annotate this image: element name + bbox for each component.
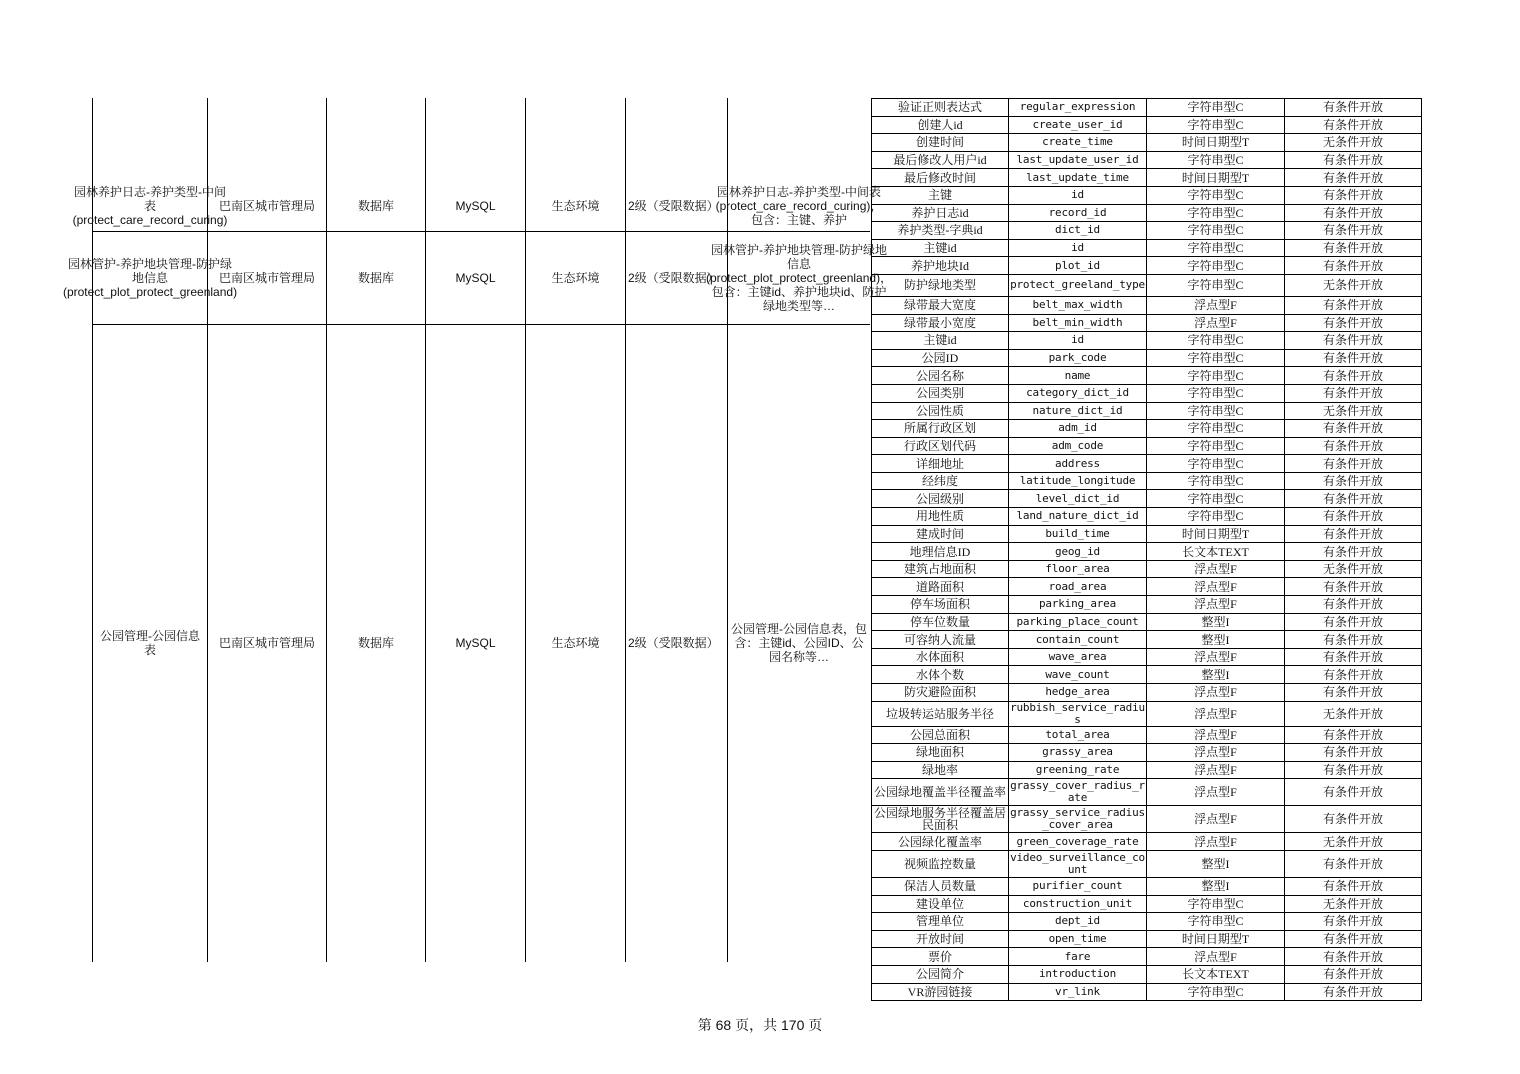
field-cn-name: 防护绿地类型 bbox=[872, 274, 1009, 296]
field-row bbox=[872, 169, 1422, 187]
field-type: 时间日期型T bbox=[1147, 134, 1285, 152]
field-cn-name: 管理单位 bbox=[872, 913, 1009, 931]
field-open-level: 有条件开放 bbox=[1285, 508, 1422, 526]
department-name bbox=[208, 180, 326, 231]
field-open-level: 有条件开放 bbox=[1285, 204, 1422, 222]
field-cn-name: 公园类别 bbox=[872, 384, 1009, 402]
field-row bbox=[872, 239, 1422, 257]
field-type: 浮点型F bbox=[1147, 684, 1285, 702]
field-en-name: protect_greeland_type bbox=[1009, 274, 1147, 296]
field-cn-name: 水体面积 bbox=[872, 648, 1009, 666]
database-type-text: MySQL bbox=[455, 198, 496, 213]
field-type: 字符串型C bbox=[1147, 99, 1285, 117]
field-row bbox=[872, 631, 1422, 649]
field-row bbox=[872, 578, 1422, 596]
field-cn-name: 公园绿地服务半径覆盖居民面积 bbox=[872, 806, 1009, 833]
field-cn-name: 养护日志id bbox=[872, 204, 1009, 222]
field-type: 浮点型F bbox=[1147, 596, 1285, 614]
field-cn-name: 防灾避险面积 bbox=[872, 684, 1009, 702]
field-type: 字符串型C bbox=[1147, 274, 1285, 296]
field-type: 浮点型F bbox=[1147, 806, 1285, 833]
field-open-level: 有条件开放 bbox=[1285, 472, 1422, 490]
field-cn-name: 绿带最大宽度 bbox=[872, 296, 1009, 314]
field-row bbox=[872, 367, 1422, 385]
field-cn-name: 建设单位 bbox=[872, 895, 1009, 913]
field-row bbox=[872, 560, 1422, 578]
resource-description bbox=[705, 231, 893, 324]
field-type: 浮点型F bbox=[1147, 296, 1285, 314]
field-cn-name: 公园ID bbox=[872, 349, 1009, 367]
field-cn-name: 水体个数 bbox=[872, 666, 1009, 684]
field-cn-name: 建成时间 bbox=[872, 525, 1009, 543]
field-open-level: 无条件开放 bbox=[1285, 895, 1422, 913]
field-type: 字符串型C bbox=[1147, 455, 1285, 473]
field-type: 浮点型F bbox=[1147, 779, 1285, 806]
field-cn-name: 主键id bbox=[872, 239, 1009, 257]
field-open-level: 无条件开放 bbox=[1285, 274, 1422, 296]
field-en-name: parking_place_count bbox=[1009, 613, 1147, 631]
field-cn-name: 保洁人员数量 bbox=[872, 877, 1009, 895]
field-type: 字符串型C bbox=[1147, 151, 1285, 169]
field-open-level: 有条件开放 bbox=[1285, 806, 1422, 833]
field-en-name: construction_unit bbox=[1009, 895, 1147, 913]
field-row bbox=[872, 204, 1422, 222]
field-en-name: grassy_area bbox=[1009, 744, 1147, 762]
field-open-level: 有条件开放 bbox=[1285, 296, 1422, 314]
field-type: 字符串型C bbox=[1147, 239, 1285, 257]
field-cn-name: 最后修改时间 bbox=[872, 169, 1009, 187]
field-row bbox=[872, 744, 1422, 762]
field-row bbox=[872, 296, 1422, 314]
field-type: 浮点型F bbox=[1147, 761, 1285, 779]
field-open-level: 有条件开放 bbox=[1285, 913, 1422, 931]
resource-type-text: 数据库 bbox=[357, 636, 394, 650]
field-row bbox=[872, 437, 1422, 455]
field-open-level: 有条件开放 bbox=[1285, 525, 1422, 543]
field-type: 字符串型C bbox=[1147, 257, 1285, 275]
field-cn-name: 公园简介 bbox=[872, 965, 1009, 983]
field-type: 浮点型F bbox=[1147, 560, 1285, 578]
field-cn-name: 停车位数量 bbox=[872, 613, 1009, 631]
field-open-level: 有条件开放 bbox=[1285, 684, 1422, 702]
field-type: 时间日期型T bbox=[1147, 525, 1285, 543]
field-cn-name: 公园总面积 bbox=[872, 726, 1009, 744]
field-row bbox=[872, 472, 1422, 490]
resource-name bbox=[62, 231, 238, 324]
field-open-level: 有条件开放 bbox=[1285, 850, 1422, 877]
field-row bbox=[872, 384, 1422, 402]
field-en-name: dict_id bbox=[1009, 222, 1147, 240]
field-en-name: belt_max_width bbox=[1009, 296, 1147, 314]
field-en-name: floor_area bbox=[1009, 560, 1147, 578]
field-type: 浮点型F bbox=[1147, 701, 1285, 726]
field-open-level: 有条件开放 bbox=[1285, 257, 1422, 275]
field-type: 浮点型F bbox=[1147, 314, 1285, 332]
field-cn-name: 公园级别 bbox=[872, 490, 1009, 508]
field-open-level: 有条件开放 bbox=[1285, 613, 1422, 631]
field-en-name: dept_id bbox=[1009, 913, 1147, 931]
field-row bbox=[872, 850, 1422, 877]
field-row bbox=[872, 151, 1422, 169]
field-en-name: last_update_user_id bbox=[1009, 151, 1147, 169]
field-en-name: id bbox=[1009, 332, 1147, 350]
field-row bbox=[872, 983, 1422, 1001]
data-domain bbox=[526, 180, 625, 231]
database-type bbox=[426, 231, 525, 324]
field-open-level: 有条件开放 bbox=[1285, 349, 1422, 367]
field-open-level: 有条件开放 bbox=[1285, 367, 1422, 385]
field-en-name: nature_dict_id bbox=[1009, 402, 1147, 420]
resource-name bbox=[72, 180, 228, 231]
field-cn-name: 垃圾转运站服务半径 bbox=[872, 701, 1009, 726]
field-row bbox=[872, 314, 1422, 332]
field-en-name: create_user_id bbox=[1009, 116, 1147, 134]
field-open-level: 有条件开放 bbox=[1285, 948, 1422, 966]
database-type bbox=[426, 324, 525, 962]
field-en-name: open_time bbox=[1009, 930, 1147, 948]
field-type: 字符串型C bbox=[1147, 913, 1285, 931]
field-cn-name: 公园名称 bbox=[872, 367, 1009, 385]
field-cn-name: 票价 bbox=[872, 948, 1009, 966]
security-level bbox=[626, 180, 727, 231]
field-en-name: adm_id bbox=[1009, 420, 1147, 438]
field-row bbox=[872, 222, 1422, 240]
field-row bbox=[872, 134, 1422, 152]
field-cn-name: 最后修改人用户id bbox=[872, 151, 1009, 169]
field-cn-name: 公园绿化覆盖率 bbox=[872, 833, 1009, 851]
field-en-name: road_area bbox=[1009, 578, 1147, 596]
field-type: 字符串型C bbox=[1147, 222, 1285, 240]
field-type: 字符串型C bbox=[1147, 204, 1285, 222]
field-open-level: 有条件开放 bbox=[1285, 543, 1422, 561]
resource-description-text: 公园管理-公园信息表，包含：主键id、公园ID、公园名称等… bbox=[731, 622, 867, 664]
field-open-level: 有条件开放 bbox=[1285, 983, 1422, 1001]
field-row bbox=[872, 186, 1422, 204]
resource-name-text: 公园管理-公园信息表 bbox=[100, 629, 200, 657]
field-en-name: green_coverage_rate bbox=[1009, 833, 1147, 851]
field-cn-name: 养护地块Id bbox=[872, 257, 1009, 275]
field-row bbox=[872, 455, 1422, 473]
field-table bbox=[871, 98, 1422, 1001]
field-type: 字符串型C bbox=[1147, 420, 1285, 438]
field-type: 长文本TEXT bbox=[1147, 543, 1285, 561]
field-row bbox=[872, 877, 1422, 895]
field-type: 字符串型C bbox=[1147, 367, 1285, 385]
field-en-name: purifier_count bbox=[1009, 877, 1147, 895]
field-open-level: 有条件开放 bbox=[1285, 455, 1422, 473]
field-type: 浮点型F bbox=[1147, 948, 1285, 966]
resource-type-text: 数据库 bbox=[357, 270, 394, 285]
field-type: 字符串型C bbox=[1147, 983, 1285, 1001]
field-open-level: 有条件开放 bbox=[1285, 726, 1422, 744]
field-row bbox=[872, 332, 1422, 350]
field-open-level: 无条件开放 bbox=[1285, 701, 1422, 726]
page-footer: 第 68 页，共 170 页 bbox=[697, 1017, 823, 1033]
field-type: 字符串型C bbox=[1147, 402, 1285, 420]
field-type: 字符串型C bbox=[1147, 332, 1285, 350]
field-row bbox=[872, 895, 1422, 913]
field-en-name: record_id bbox=[1009, 204, 1147, 222]
field-type: 浮点型F bbox=[1147, 833, 1285, 851]
field-open-level: 无条件开放 bbox=[1285, 833, 1422, 851]
field-open-level: 无条件开放 bbox=[1285, 560, 1422, 578]
field-en-name: video_surveillance_count bbox=[1010, 850, 1145, 876]
field-type: 整型I bbox=[1147, 850, 1285, 877]
resource-name-text: 园林养护日志-养护类型-中间表(protect_care_record_curing) bbox=[72, 184, 228, 227]
security-level-text: 2级（受限数据） bbox=[628, 270, 719, 285]
field-en-name: regular_expression bbox=[1009, 99, 1147, 117]
field-type: 字符串型C bbox=[1147, 384, 1285, 402]
field-en-name: belt_min_width bbox=[1009, 314, 1147, 332]
department-name-text: 巴南区城市管理局 bbox=[218, 636, 315, 650]
field-type: 时间日期型T bbox=[1147, 930, 1285, 948]
field-en-name: fare bbox=[1009, 948, 1147, 966]
field-open-level: 有条件开放 bbox=[1285, 99, 1422, 117]
field-en-name: park_code bbox=[1009, 349, 1147, 367]
field-en-name: build_time bbox=[1009, 525, 1147, 543]
field-row bbox=[872, 948, 1422, 966]
field-cn-name: VR游园链接 bbox=[872, 983, 1009, 1001]
field-row bbox=[872, 648, 1422, 666]
field-type: 整型I bbox=[1147, 631, 1285, 649]
field-cn-name: 经纬度 bbox=[872, 472, 1009, 490]
field-row bbox=[872, 402, 1422, 420]
field-en-name: wave_count bbox=[1009, 666, 1147, 684]
department-name-text: 巴南区城市管理局 bbox=[218, 270, 315, 285]
field-cn-name: 公园性质 bbox=[872, 402, 1009, 420]
field-en-name: wave_area bbox=[1009, 648, 1147, 666]
field-en-name: adm_code bbox=[1009, 437, 1147, 455]
field-open-level: 有条件开放 bbox=[1285, 314, 1422, 332]
field-row bbox=[872, 833, 1422, 851]
department-name bbox=[208, 324, 326, 962]
field-en-name: category_dict_id bbox=[1009, 384, 1147, 402]
field-open-level: 有条件开放 bbox=[1285, 930, 1422, 948]
field-open-level: 有条件开放 bbox=[1285, 239, 1422, 257]
resource-type bbox=[327, 324, 425, 962]
database-type-text: MySQL bbox=[455, 636, 496, 650]
field-open-level: 有条件开放 bbox=[1285, 631, 1422, 649]
field-row bbox=[872, 761, 1422, 779]
data-domain bbox=[526, 231, 625, 324]
field-en-name: vr_link bbox=[1009, 983, 1147, 1001]
field-en-name: latitude_longitude bbox=[1009, 472, 1147, 490]
field-en-name: geog_id bbox=[1009, 543, 1147, 561]
database-type-text: MySQL bbox=[455, 270, 496, 285]
field-open-level: 有条件开放 bbox=[1285, 648, 1422, 666]
field-cn-name: 视频监控数量 bbox=[872, 850, 1009, 877]
field-row bbox=[872, 274, 1422, 296]
field-row bbox=[872, 684, 1422, 702]
field-type: 浮点型F bbox=[1147, 744, 1285, 762]
field-cn-name: 行政区划代码 bbox=[872, 437, 1009, 455]
field-en-name: plot_id bbox=[1009, 257, 1147, 275]
field-open-level: 有条件开放 bbox=[1285, 761, 1422, 779]
field-en-name: address bbox=[1009, 455, 1147, 473]
field-row bbox=[872, 965, 1422, 983]
field-row bbox=[872, 525, 1422, 543]
field-open-level: 有条件开放 bbox=[1285, 116, 1422, 134]
field-open-level: 有条件开放 bbox=[1285, 186, 1422, 204]
field-en-name: parking_area bbox=[1009, 596, 1147, 614]
field-cn-name: 主键 bbox=[872, 186, 1009, 204]
field-type: 字符串型C bbox=[1147, 895, 1285, 913]
field-open-level: 有条件开放 bbox=[1285, 877, 1422, 895]
field-row bbox=[872, 508, 1422, 526]
field-cn-name: 停车场面积 bbox=[872, 596, 1009, 614]
field-cn-name: 绿地率 bbox=[872, 761, 1009, 779]
resource-name bbox=[93, 324, 207, 962]
data-domain-text: 生态环境 bbox=[551, 198, 600, 213]
field-open-level: 有条件开放 bbox=[1285, 744, 1422, 762]
resource-description-text: 园林养护日志-养护类型-中间表(protect_care_record_curing)，包含：主键、养护 bbox=[715, 184, 883, 227]
field-open-level: 有条件开放 bbox=[1285, 151, 1422, 169]
field-cn-name: 养护类型-字典id bbox=[872, 222, 1009, 240]
field-cn-name: 验证正则表达式 bbox=[872, 99, 1009, 117]
field-type: 整型I bbox=[1147, 613, 1285, 631]
field-cn-name: 开放时间 bbox=[872, 930, 1009, 948]
field-open-level: 有条件开放 bbox=[1285, 437, 1422, 455]
field-cn-name: 建筑占地面积 bbox=[872, 560, 1009, 578]
field-type: 浮点型F bbox=[1147, 648, 1285, 666]
field-en-name: id bbox=[1009, 239, 1147, 257]
field-row bbox=[872, 596, 1422, 614]
field-open-level: 有条件开放 bbox=[1285, 222, 1422, 240]
field-open-level: 有条件开放 bbox=[1285, 384, 1422, 402]
field-en-name: hedge_area bbox=[1009, 684, 1147, 702]
field-type: 字符串型C bbox=[1147, 508, 1285, 526]
data-domain-text: 生态环境 bbox=[551, 636, 600, 650]
field-type: 字符串型C bbox=[1147, 116, 1285, 134]
field-open-level: 有条件开放 bbox=[1285, 169, 1422, 187]
field-en-name: level_dict_id bbox=[1009, 490, 1147, 508]
field-row bbox=[872, 613, 1422, 631]
field-en-name: last_update_time bbox=[1009, 169, 1147, 187]
field-en-name: contain_count bbox=[1009, 631, 1147, 649]
resource-type bbox=[327, 180, 425, 231]
field-open-level: 无条件开放 bbox=[1285, 402, 1422, 420]
field-row bbox=[872, 99, 1422, 117]
field-open-level: 有条件开放 bbox=[1285, 965, 1422, 983]
field-en-name: grassy_service_radius_cover_area bbox=[1010, 806, 1145, 832]
field-type: 时间日期型T bbox=[1147, 169, 1285, 187]
field-cn-name: 道路面积 bbox=[872, 578, 1009, 596]
field-open-level: 有条件开放 bbox=[1285, 666, 1422, 684]
field-type: 整型I bbox=[1147, 666, 1285, 684]
field-type: 字符串型C bbox=[1147, 186, 1285, 204]
field-cn-name: 地理信息ID bbox=[872, 543, 1009, 561]
data-domain-text: 生态环境 bbox=[551, 270, 600, 285]
resource-description bbox=[728, 324, 870, 962]
field-en-name: greening_rate bbox=[1009, 761, 1147, 779]
field-row bbox=[872, 420, 1422, 438]
field-row bbox=[872, 806, 1422, 833]
resource-name-text: 园林管护-养护地块管理-防护绿地信息(protect_plot_protect_greenland) bbox=[62, 256, 238, 299]
field-en-name: id bbox=[1009, 186, 1147, 204]
field-en-name: land_nature_dict_id bbox=[1009, 508, 1147, 526]
security-level bbox=[626, 324, 727, 962]
field-en-name: name bbox=[1009, 367, 1147, 385]
field-type: 字符串型C bbox=[1147, 490, 1285, 508]
field-row bbox=[872, 666, 1422, 684]
field-en-name: rubbish_service_radius bbox=[1010, 700, 1145, 726]
field-open-level: 有条件开放 bbox=[1285, 490, 1422, 508]
field-cn-name: 所属行政区划 bbox=[872, 420, 1009, 438]
field-row bbox=[872, 930, 1422, 948]
field-cn-name: 绿地面积 bbox=[872, 744, 1009, 762]
data-domain bbox=[526, 324, 625, 962]
field-en-name: create_time bbox=[1009, 134, 1147, 152]
field-cn-name: 主键id bbox=[872, 332, 1009, 350]
field-cn-name: 公园绿地覆盖半径覆盖率 bbox=[872, 779, 1009, 806]
field-cn-name: 用地性质 bbox=[872, 508, 1009, 526]
field-row bbox=[872, 543, 1422, 561]
field-type: 整型I bbox=[1147, 877, 1285, 895]
field-open-level: 有条件开放 bbox=[1285, 779, 1422, 806]
field-row bbox=[872, 257, 1422, 275]
field-cn-name: 绿带最小宽度 bbox=[872, 314, 1009, 332]
field-row bbox=[872, 779, 1422, 806]
field-cn-name: 可容纳人流量 bbox=[872, 631, 1009, 649]
security-level-text: 2级（受限数据） bbox=[628, 198, 719, 213]
field-type: 浮点型F bbox=[1147, 726, 1285, 744]
field-type: 字符串型C bbox=[1147, 472, 1285, 490]
field-open-level: 有条件开放 bbox=[1285, 578, 1422, 596]
field-row bbox=[872, 913, 1422, 931]
resource-description bbox=[715, 180, 883, 231]
security-level-text: 2级（受限数据） bbox=[628, 636, 719, 650]
department-name bbox=[208, 231, 326, 324]
field-cn-name: 创建人id bbox=[872, 116, 1009, 134]
database-type bbox=[426, 180, 525, 231]
field-row bbox=[872, 116, 1422, 134]
field-type: 字符串型C bbox=[1147, 349, 1285, 367]
resource-type bbox=[327, 231, 425, 324]
field-en-name: introduction bbox=[1009, 965, 1147, 983]
field-en-name: grassy_cover_radius_rate bbox=[1010, 779, 1145, 805]
field-cn-name: 详细地址 bbox=[872, 455, 1009, 473]
field-type: 字符串型C bbox=[1147, 437, 1285, 455]
field-type: 浮点型F bbox=[1147, 578, 1285, 596]
field-row bbox=[872, 726, 1422, 744]
field-row bbox=[872, 490, 1422, 508]
field-open-level: 有条件开放 bbox=[1285, 420, 1422, 438]
field-open-level: 无条件开放 bbox=[1285, 134, 1422, 152]
field-type: 长文本TEXT bbox=[1147, 965, 1285, 983]
field-en-name: total_area bbox=[1009, 726, 1147, 744]
field-cn-name: 创建时间 bbox=[872, 134, 1009, 152]
field-open-level: 有条件开放 bbox=[1285, 596, 1422, 614]
resource-description-text: 园林管护-养护地块管理-防护绿地信息(protect_plot_protect_greenland)，包含：主键id、养护地块id、防护绿地类型等… bbox=[705, 242, 893, 313]
field-open-level: 有条件开放 bbox=[1285, 332, 1422, 350]
department-name-text: 巴南区城市管理局 bbox=[218, 198, 315, 213]
field-row bbox=[872, 701, 1422, 726]
field-row bbox=[872, 349, 1422, 367]
resource-type-text: 数据库 bbox=[357, 198, 394, 213]
